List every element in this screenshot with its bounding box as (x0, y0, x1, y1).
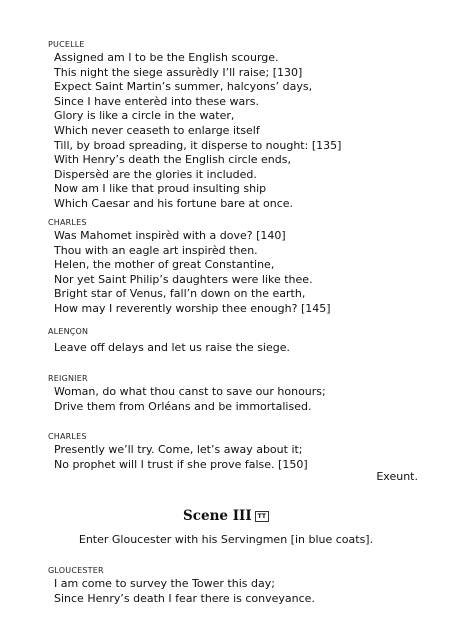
scene-title: Scene III (183, 508, 252, 524)
verse-line: Nor yet Saint Philip’s daughters were like thee. (54, 272, 313, 286)
speaker-name: ALENÇON (48, 327, 89, 336)
verse-line: Helen, the mother of great Constantine, (54, 258, 275, 272)
verse-line: Which Caesar and his fortune bare at once. (54, 196, 294, 210)
verse-line: This night the siege assurèdly I’ll raise; [130] (54, 65, 303, 79)
verse-line: Till, by broad spreading, it disperse to nought: [135] (54, 138, 342, 152)
verse-line: Glory is like a circle in the water, (54, 109, 235, 123)
speaker-name: CHARLES (48, 218, 87, 227)
scene-heading (0, 508, 452, 524)
verse-line: Presently we’ll try. Come, let’s away about it; (54, 443, 303, 456)
speech-block (54, 229, 444, 317)
verse-line: Expect Saint Martin’s summer, halcyons’ days, (54, 80, 313, 94)
speech-block (54, 341, 444, 356)
exit-direction: Exeunt. (376, 470, 418, 483)
verse-line: Thou with an eagle art inspirèd then. (54, 243, 258, 257)
speaker-name: CHARLES (48, 432, 87, 441)
verse-line: Woman, do what thou canst to save our honours; (54, 385, 326, 398)
verse-line: No prophet will I trust if she prove false. [150] (54, 457, 308, 471)
verse-line: I am come to survey the Tower this day; (54, 577, 275, 590)
verse-line: Was Mahomet inspirèd with a dove? [140] (54, 229, 286, 242)
verse-line: Which never ceaseth to enlarge itself (54, 123, 260, 137)
scene-badge-icon[interactable]: TT (255, 511, 269, 522)
verse-line: Drive them from Orléans and be immortalised. (54, 399, 312, 413)
speaker-name: REIGNIER (48, 374, 88, 383)
speaker-name: PUCELLE (48, 40, 85, 49)
verse-line: Leave off delays and let us raise the siege. (54, 341, 290, 354)
speech-block (54, 443, 444, 472)
verse-line: How may I reverently worship thee enough? [145] (54, 301, 331, 315)
speaker-name: GLOUCESTER (48, 566, 104, 575)
stage-direction: Enter Gloucester with his Servingmen [in blue coats]. (78, 533, 374, 546)
speech-block (54, 577, 444, 606)
speech-block (54, 51, 444, 212)
verse-line: Dispersèd are the glories it included. (54, 167, 257, 181)
verse-line: Bright star of Venus, fall’n down on the earth, (54, 287, 306, 301)
verse-line: With Henry’s death the English circle ends, (54, 153, 291, 167)
verse-line: Now am I like that proud insulting ship (54, 182, 267, 196)
verse-line: Assigned am I to be the English scourge. (54, 51, 279, 64)
verse-line: Since I have enterèd into these wars. (54, 94, 259, 108)
speech-block (54, 385, 444, 414)
verse-line: Since Henry’s death I fear there is conveyance. (54, 591, 315, 605)
